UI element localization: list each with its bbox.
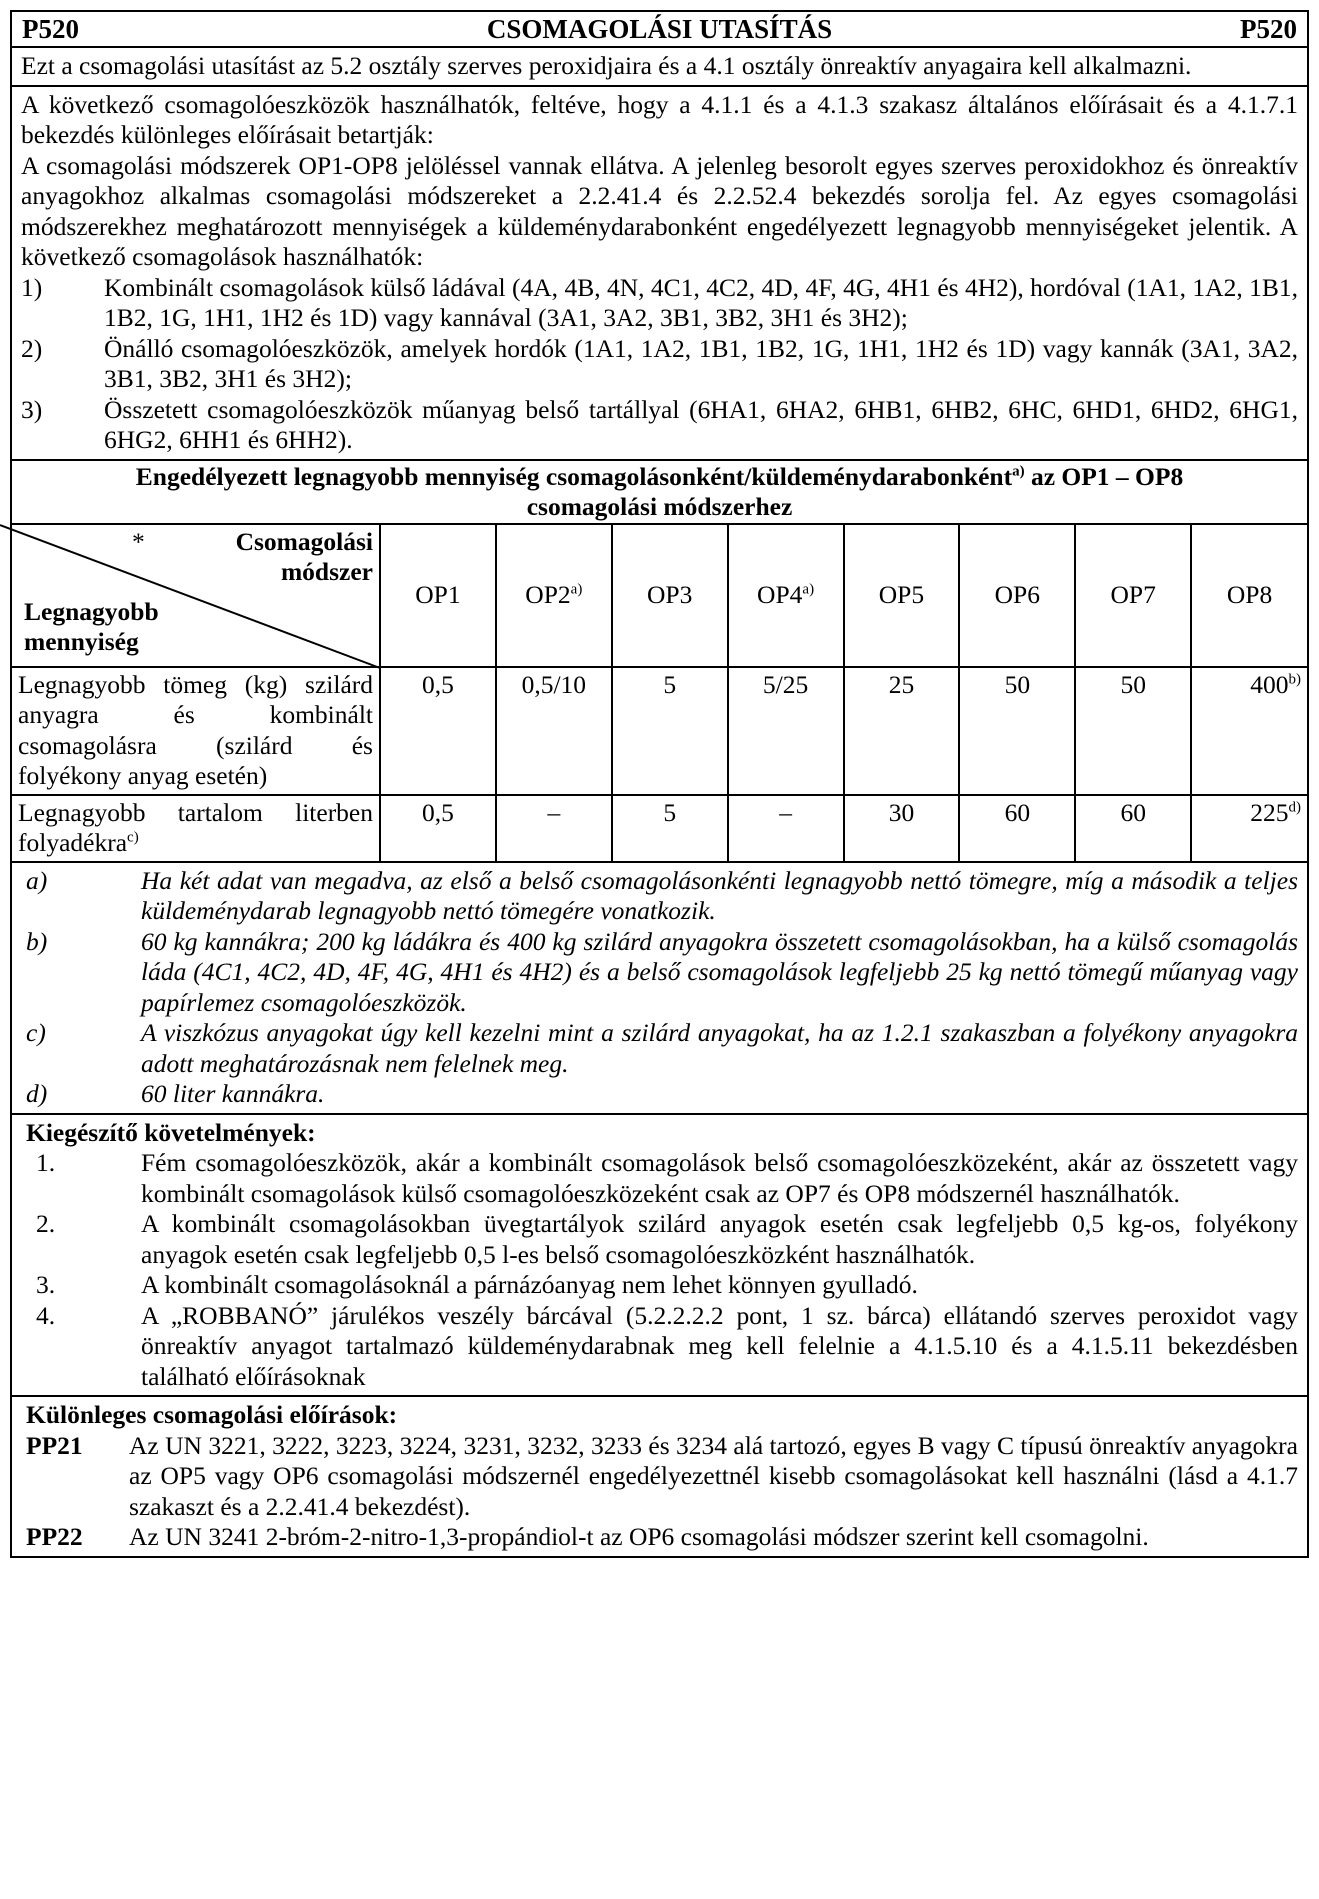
provision-text: Az UN 3241 2-bróm-2-nitro-1,3-propándiol-t az OP6 csomagolási módszer szerint kell csomagolni. [129,1522,1149,1551]
column-header: OP6 [959,524,1075,667]
instruction-header [10,10,1309,48]
quantity-table [12,523,1307,863]
row-label: Legnagyobb tömeg (kg) szilárd anyagra és kombinált csomagolásra (szilárd és folyékony anyag esetén) [12,667,380,795]
list-item-text: Önálló csomagolóeszközök, amelyek hordók (1A1, 1A2, 1B1, 1B2, 1G, 1H1, 1H2 és 1D) vagy kannák (3A1, 3A2, 3B1, 3B2, 3H1 és 3H2); [104,333,1298,393]
provision-item [26,1522,1298,1553]
provision-code: PP21 [26,1430,83,1460]
list-item-text: Összetett csomagolóeszközök műanyag belső tartállyal (6HA1, 6HA2, 6HB1, 6HB2, 6HC, 6HD1, 6HD2, 6HG1, 6HG2, 6HH1 és 6HH2). [104,394,1298,454]
column-header: OP8 [1191,524,1307,667]
corner-quantity-label: Legnagyobb mennyiség [24,596,159,656]
column-header: OP5 [844,524,960,667]
table-cell: 60 [959,795,1075,862]
column-header: OP3 [612,524,728,667]
requirement-text: A kombinált csomagolásokban üvegtartályok szilárd anyagok esetén csak legfeljebb 0,5 kg-os, folyékony anyagok esetén csak legfeljebb 0,5 l-es belső csomagolóeszközként használhatók. [141,1209,1298,1269]
header-title: CSOMAGOLÁSI UTASÍTÁS [486,13,833,44]
special-provisions-heading: Különleges csomagolási előírások: [26,1400,398,1429]
footnote-marker: a) [26,865,48,895]
footnote-marker: d) [26,1079,48,1108]
table-cell: 400$^{b)}$ [1191,667,1307,795]
special-provisions [10,1397,1309,1558]
requirement-number: 3. [36,1270,56,1299]
column-header: OP2$^{a)}$ [496,524,612,667]
intro-paragraph-1: A következő csomagolóeszközök használhatók, feltéve, hogy a 4.1.1 és a 4.1.3 szakasz általános előírásait és a 4.1.7.1 bekezdés különleges előírásait betartják: [21,89,1298,149]
footnote [26,927,1298,1019]
corner-cell [12,524,380,667]
requirement-text: A „ROBBANÓ” járulékos veszély bárcával (5.2.2.2.2 pont, 1 sz. bárca) ellátandó szerves peroxidot vagy önreaktív anyagot tartalmazó küldeménydarabnak meg kell felelnie a 4.1.5.10 és a 4.1.5.11 bekezdésben található előírásoknak [141,1300,1298,1391]
provision-text: Az UN 3221, 3222, 3223, 3224, 3231, 3232, 3233 és 3234 alá tartozó, egyes B vagy C típusú önreaktív anyagokra az OP5 vagy OP6 csomagolási módszernél engedélyezettnél kisebb csomagolásokat kell használni (lásd a 4.1.7 szakaszt és a 2.2.41.4 bekezdést). [129,1430,1298,1521]
table-cell: 60 [1075,795,1191,862]
footnote-text: Ha két adat van megadva, az első a belső csomagolásonkénti legnagyobb nettó tömegre, míg a második a teljes küldeménydarab legnagyobb nettó tömegére vonatkozik. [141,865,1298,925]
table-header-row [12,524,1307,667]
requirement-number: 2. [36,1209,56,1238]
requirement-text: A kombinált csomagolásoknál a párnázóanyag nem lehet könnyen gyulladó. [141,1270,918,1299]
requirement-text: Fém csomagolóeszközök, akár a kombinált csomagolások belső csomagolóeszközeként, akár az összetett vagy kombinált csomagolások külső csomagolóeszközeként csak az OP7 és OP8 módszernél használhatók. [141,1148,1298,1208]
table-row [12,795,1307,862]
footnote-marker: b) [26,926,48,956]
header-code-left: P520 [22,13,79,44]
list-item [21,334,1298,395]
table-cell: 0,5/10 [496,667,612,795]
table-row [12,667,1307,795]
row-label: Legnagyobb tartalom literben folyadékra$^{c)}$ [12,795,380,862]
column-header: OP7 [1075,524,1191,667]
table-cell: 5 [612,667,728,795]
requirement-number: 1. [36,1148,56,1177]
table-cell: 5/25 [728,667,844,795]
quantity-table-wrap [10,523,1309,863]
list-item-number: 1) [21,272,43,302]
table-cell: 50 [959,667,1075,795]
column-header: OP1 [380,524,496,667]
additional-requirements-heading: Kiegészítő követelmények: [26,1117,316,1147]
footnote [26,1018,1298,1079]
additional-requirements [10,1115,1309,1398]
corner-method-label-2: módszer [280,556,373,586]
requirement-number: 4. [36,1300,56,1330]
table-cell: 0,5 [380,667,496,795]
table-title-range: az OP1 – OP8 [1024,461,1184,491]
footnote [26,866,1298,927]
scope-paragraph: Ezt a csomagolási utasítást az 5.2 osztály szerves peroxidjaira és a 4.1 osztály önreaktív anyagaira kell alkalmazni. [10,48,1309,87]
table-cell: – [496,795,612,862]
table-cell: 225$^{d)}$ [1191,795,1307,862]
table-title-footnote-ref: a) [1012,463,1025,479]
table-cell: 30 [844,795,960,862]
document-page [10,10,1309,1558]
header-code-right: P520 [1240,13,1297,44]
list-item-number: 3) [21,394,43,424]
footnote-text: 60 liter kannákra. [141,1079,325,1108]
footnote-text: A viszkózus anyagokat úgy kell kezelni mint a szilárd anyagokat, ha az 1.2.1 szakaszban a folyékony anyagokra adott meghatározásnak nem felelnek meg. [141,1018,1298,1078]
footnotes-section [10,863,1309,1115]
requirement-item [26,1209,1298,1270]
corner-star: * [132,526,145,556]
table-title-subline: csomagolási módszerhez [526,492,793,521]
requirement-item [26,1301,1298,1393]
intro-paragraph-2: A csomagolási módszerek OP1-OP8 jelöléssel vannak ellátva. A jelenleg besorolt egyes szerves peroxidokhoz és önreaktív anyagokhoz alkalmas csomagolási módszereket a 2.2.41.4 és 2.2.52.4 bekezdés sorolja fel. Az egyes csomagolási módszerekhez meghatározott mennyiségek a küldeménydarabonként engedélyezett legnagyobb mennyiségeket jelentik. A következő csomagolások használhatók: [21,150,1298,271]
list-item [21,273,1298,334]
table-title [10,461,1309,525]
corner-method-label: Csomagolási [235,526,373,556]
footnote-text: 60 kg kannákra; 200 kg ládákra és 400 kg szilárd anyagokra összetett csomagolásokban, ha a külső csomagolás láda (4C1, 4C2, 4D, 4F, 4G, 4H1 és 4H2) és a belső csomagolások legfeljebb 25 kg nettó tömegű műanyag vagy papírlemez csomagolóeszközök. [141,926,1298,1017]
list-item-text: Kombinált csomagolások külső ládával (4A, 4B, 4N, 4C1, 4C2, 4D, 4F, 4G, 4H1 és 4H2), hordóval (1A1, 1A2, 1B1, 1B2, 1G, 1H1, 1H2 és 1D) vagy kannával (3A1, 3A2, 3B1, 3B2, 3H1 és 3H2); [104,272,1298,332]
table-cell: 50 [1075,667,1191,795]
footnote [26,1079,1298,1110]
requirement-item [26,1148,1298,1209]
table-cell: 25 [844,667,960,795]
list-item-number: 2) [21,333,43,363]
provision-code: PP22 [26,1522,83,1551]
provision-item [26,1431,1298,1523]
table-cell: – [728,795,844,862]
table-title-main: Engedélyezett legnagyobb mennyiség csomagolásonként/küldeménydarabonként [135,461,1013,491]
list-item [21,395,1298,456]
column-header: OP4$^{a)}$ [728,524,844,667]
requirement-item [26,1270,1298,1301]
table-cell: 5 [612,795,728,862]
table-cell: 0,5 [380,795,496,862]
footnote-marker: c) [26,1018,46,1047]
intro-section [10,87,1309,461]
